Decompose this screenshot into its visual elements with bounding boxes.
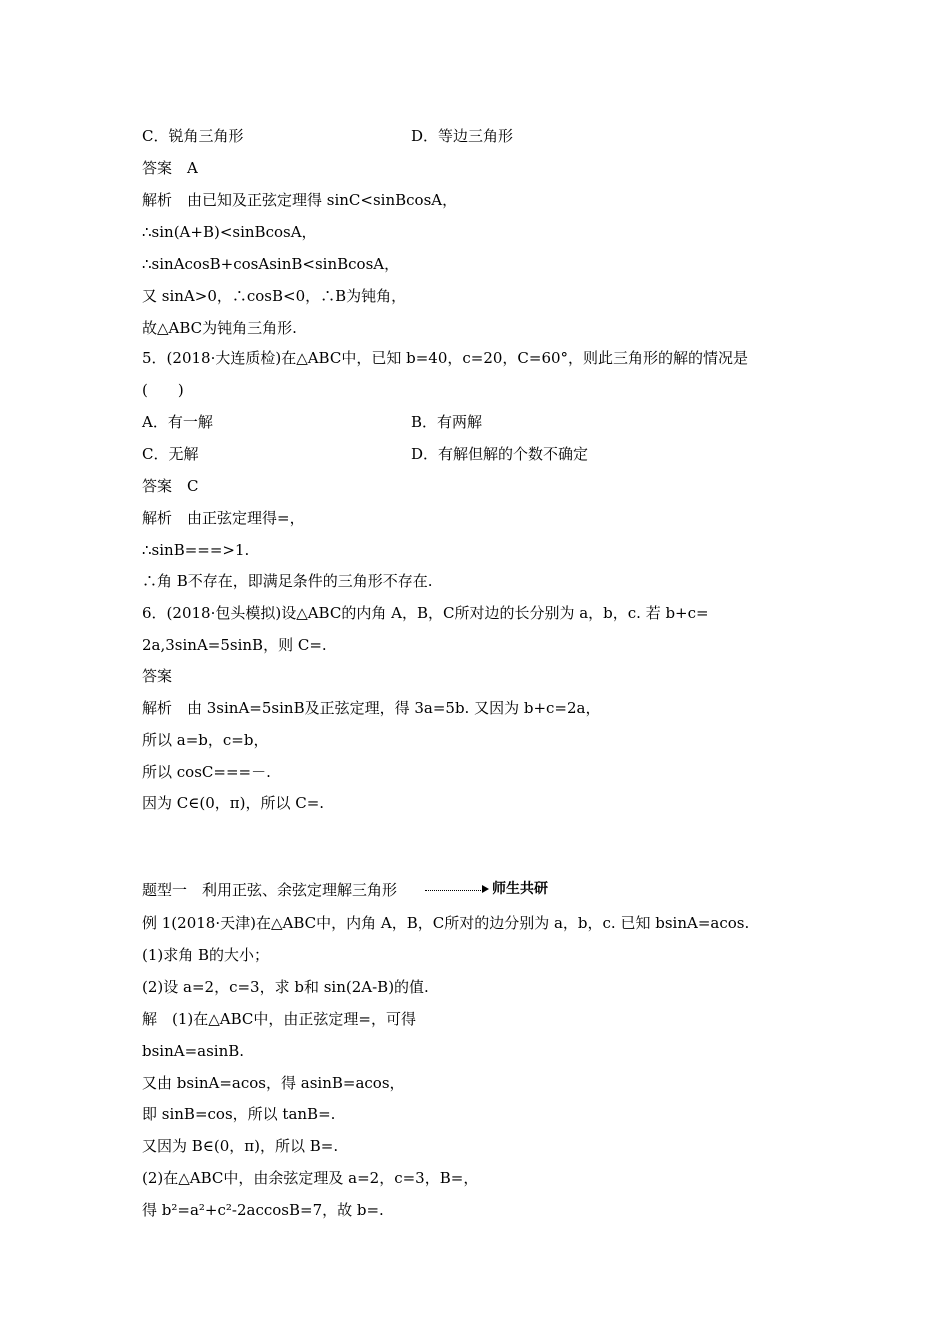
example-part: (1)求角 B的大小； bbox=[142, 946, 270, 964]
example-1-stem: 例 1(2018·天津)在△ABC中，内角 A，B，C所对的边分别为 a，b，c. 已知 bsinA=acos. bbox=[142, 914, 750, 932]
option-b: B．有两解 bbox=[411, 413, 483, 431]
solution-line: bsinA=asinB. bbox=[142, 1042, 245, 1060]
option-d: D．等边三角形 bbox=[411, 127, 514, 145]
analysis-line: 又 sinA>0，∴cosB<0，∴B为钝角， bbox=[142, 287, 407, 305]
question-5-stem: 5．(2018·大连质检)在△ABC中，已知 b=40，c=20，C=60°，则此三角形的解的情况是 bbox=[142, 349, 749, 367]
question-6-stem: 6．(2018·包头模拟)设△ABC的内角 A，B，C所对边的长分别为 a，b，c. 若 b+c= bbox=[142, 604, 709, 622]
answer: 答案 bbox=[142, 667, 173, 685]
solution-line: 解 (1)在△ABC中，由正弦定理=，可得 bbox=[142, 1010, 416, 1028]
option-c: C．无解 bbox=[142, 445, 199, 463]
analysis-line: 解析 由已知及正弦定理得 sinC<sinBcosA， bbox=[142, 191, 458, 209]
answer: 答案 C bbox=[142, 477, 199, 495]
analysis-line: 解析 由正弦定理得=， bbox=[142, 509, 305, 527]
solution-line: 得 b²=a²+c²-2accosB=7，故 b=. bbox=[142, 1201, 384, 1219]
option-d: D．有解但解的个数不确定 bbox=[411, 445, 589, 463]
analysis-line: 故△ABC为钝角三角形. bbox=[142, 319, 297, 337]
answer: 答案 A bbox=[142, 159, 198, 177]
question-5-paren: ( ) bbox=[142, 381, 184, 399]
solution-line: 又因为 B∈(0，π)，所以 B=. bbox=[142, 1137, 339, 1155]
analysis-line: 所以 cosC===－. bbox=[142, 763, 271, 781]
analysis-line: ∴角 B不存在，即满足条件的三角形不存在. bbox=[142, 572, 433, 590]
section-title: 题型一 利用正弦、余弦定理解三角形 bbox=[142, 881, 398, 899]
solution-line: (2)在△ABC中，由余弦定理及 a=2，c=3，B=， bbox=[142, 1169, 479, 1187]
example-part: (2)设 a=2，c=3，求 b和 sin(2A-B)的值. bbox=[142, 978, 429, 996]
analysis-line: ∴sinAcosB+cosAsinB<sinBcosA， bbox=[142, 255, 400, 273]
question-6-stem: 2a,3sinA=5sinB，则 C=. bbox=[142, 636, 327, 654]
solution-line: 又由 bsinA=acos，得 asinB=acos， bbox=[142, 1074, 405, 1092]
option-a: A．有一解 bbox=[142, 413, 213, 431]
analysis-line: 所以 a=b，c=b， bbox=[142, 731, 269, 749]
analysis-line: ∴sin(A+B)<sinBcosA， bbox=[142, 223, 317, 241]
arrow-right-icon bbox=[482, 885, 489, 893]
option-c: C．锐角三角形 bbox=[142, 127, 244, 145]
dotted-arrow-line bbox=[425, 890, 485, 893]
analysis-line: ∴sinB===>1. bbox=[142, 541, 250, 559]
section-tag: 师生共研 bbox=[492, 881, 548, 897]
analysis-line: 因为 C∈(0，π)，所以 C=. bbox=[142, 794, 325, 812]
analysis-line: 解析 由 3sinA=5sinB及正弦定理，得 3a=5b. 又因为 b+c=2a， bbox=[142, 699, 601, 717]
solution-line: 即 sinB=cos，所以 tanB=. bbox=[142, 1105, 336, 1123]
